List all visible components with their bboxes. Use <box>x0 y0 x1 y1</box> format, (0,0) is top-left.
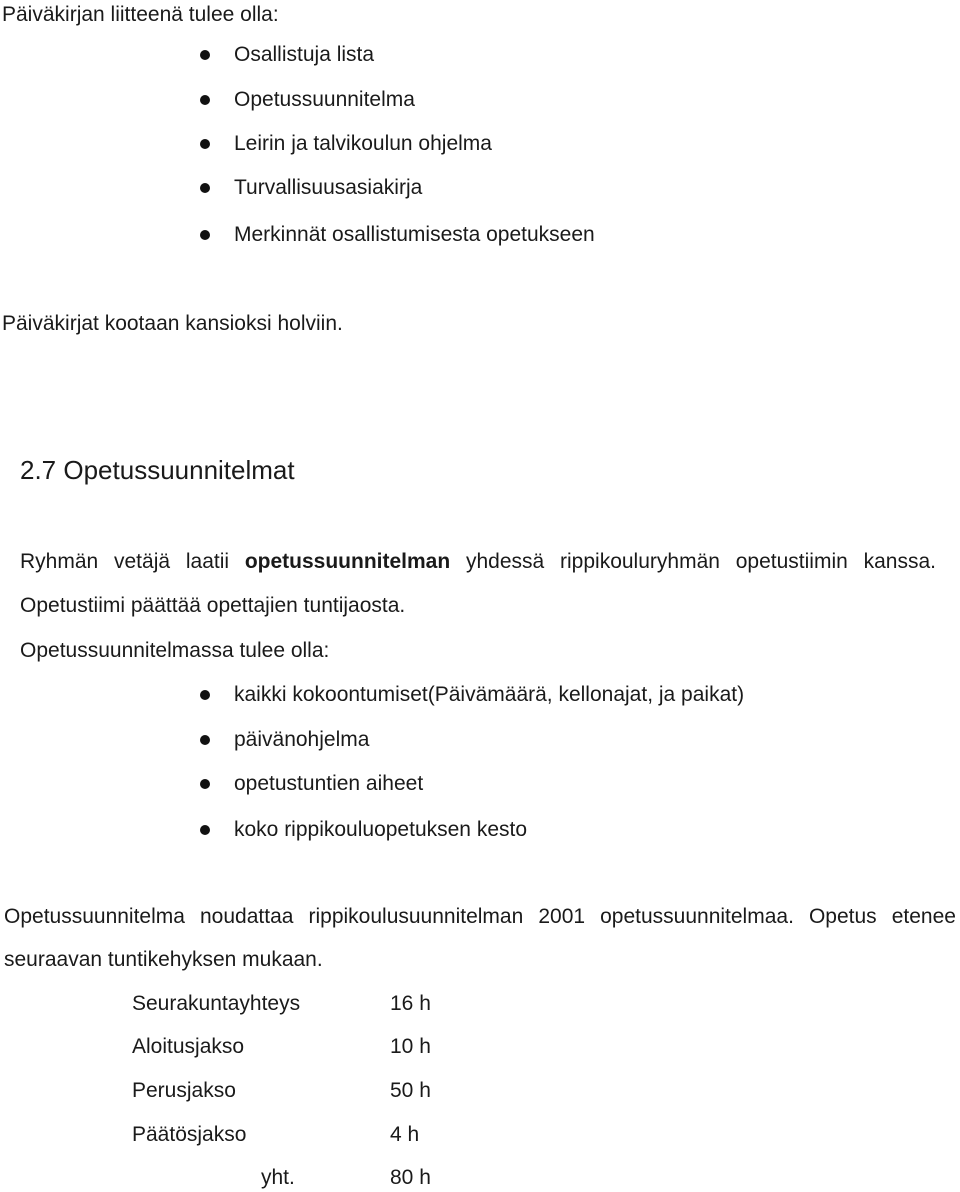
list-item-text: Merkinnät osallistumisesta opetukseen <box>234 223 595 246</box>
paragraph-1-line-1 <box>20 549 936 574</box>
attachments-intro: Päiväkirjan liitteenä tulee olla: <box>2 3 279 26</box>
paragraph-2-intro: Opetussuunnitelmassa tulee olla: <box>20 639 330 662</box>
word: kanssa. <box>863 550 936 573</box>
word: 2001 <box>538 905 586 928</box>
row-value: 4 h <box>390 1123 420 1146</box>
list-item-text: Turvallisuusasiakirja <box>234 176 423 199</box>
total-label: yht. <box>261 1166 295 1189</box>
word: Opetus <box>808 905 877 928</box>
bullet-icon <box>200 690 210 700</box>
bullet-icon <box>200 230 210 240</box>
word: noudattaa <box>200 905 294 928</box>
list-item-text: opetustuntien aiheet <box>234 772 424 795</box>
row-value: 16 h <box>390 992 431 1015</box>
bullet-icon <box>200 825 210 835</box>
word: Opetussuunnitelma <box>4 905 185 928</box>
section-heading: 2.7 Opetussuunnitelmat <box>20 455 295 485</box>
row-label: Perusjakso <box>132 1079 236 1102</box>
row-value: 10 h <box>390 1035 431 1058</box>
list-item-text: päivänohjelma <box>234 728 370 751</box>
word: opetustiimin <box>735 550 848 573</box>
total-value: 80 h <box>390 1166 431 1189</box>
list-item-text: Leirin ja talvikoulun ohjelma <box>234 132 492 155</box>
word: opetussuunnitelmaa. <box>600 905 794 928</box>
list-item-text: Opetussuunnitelma <box>234 88 415 111</box>
word: yhdessä <box>466 550 545 573</box>
row-label: Päätösjakso <box>132 1123 247 1146</box>
paragraph-1-line-2: Opetustiimi päättää opettajien tuntijaosta. <box>20 594 406 617</box>
list-item-text: kaikki kokoontumiset(Päivämäärä, kellonajat, ja paikat) <box>234 683 745 706</box>
row-label: Seurakuntayhteys <box>132 992 301 1015</box>
word: rippikouluryhmän <box>560 550 720 573</box>
word: laatii <box>185 550 230 573</box>
attachments-note: Päiväkirjat kootaan kansioksi holviin. <box>2 312 343 335</box>
word-bold: opetussuunnitelman <box>244 550 451 573</box>
word: vetäjä <box>114 550 171 573</box>
word: etenee <box>891 905 956 928</box>
word: rippikoulusuunnitelman <box>308 905 524 928</box>
bullet-icon <box>200 779 210 789</box>
word: Ryhmän <box>20 550 99 573</box>
bullet-icon <box>200 139 210 149</box>
paragraph-3-line-1 <box>4 904 956 929</box>
paragraph-3-line-2: seuraavan tuntikehyksen mukaan. <box>4 948 323 971</box>
list-item-text: Osallistuja lista <box>234 43 375 66</box>
bullet-icon <box>200 735 210 745</box>
bullet-icon <box>200 50 210 60</box>
bullet-icon <box>200 95 210 105</box>
list-item-text: koko rippikouluopetuksen kesto <box>234 818 528 841</box>
row-value: 50 h <box>390 1079 431 1102</box>
bullet-icon <box>200 183 210 193</box>
row-label: Aloitusjakso <box>132 1035 245 1058</box>
